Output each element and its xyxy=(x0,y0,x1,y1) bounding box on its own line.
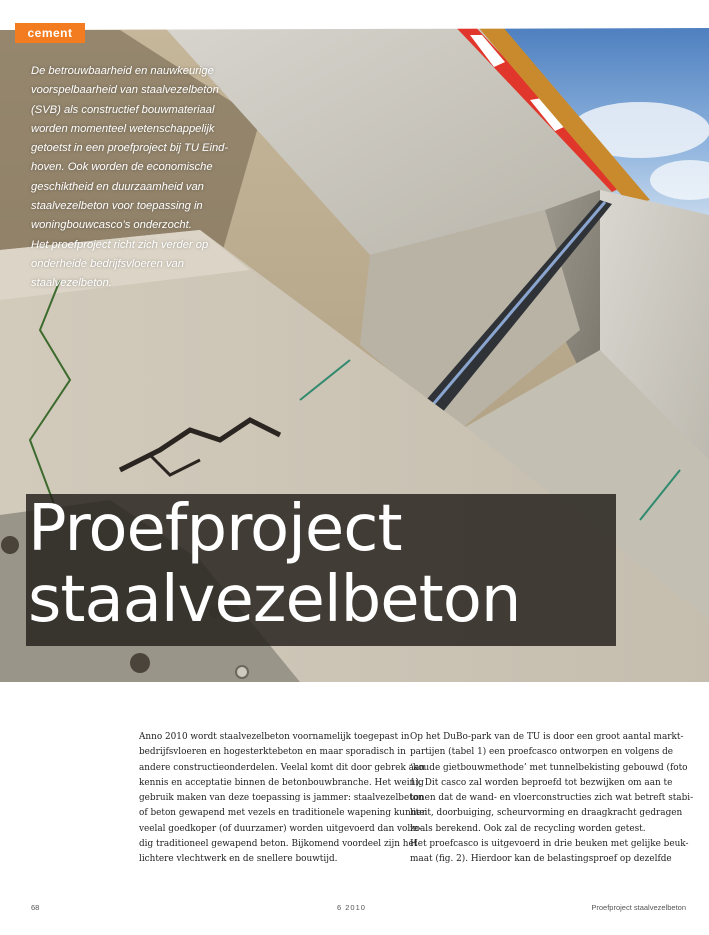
intro-line: De betrouwbaarheid en nauwkeurige xyxy=(31,65,214,77)
body-column-right xyxy=(410,730,694,867)
issue-label: 6 2010 xyxy=(337,903,366,912)
title-line-1: Proefproject xyxy=(28,492,402,566)
text-line: Het proefcasco is uitgevoerd in drie beuken met gelijke beuk- xyxy=(410,838,689,849)
running-title: Proefproject staalvezelbeton xyxy=(591,903,686,912)
text-line: zoals berekend. Ook zal de recycling worden getest. xyxy=(410,823,646,834)
brand-logo: cement xyxy=(15,23,85,43)
text-line: liteit, doorbuiging, scheurvorming en draagkracht gedragen xyxy=(410,808,683,819)
plate-hole xyxy=(130,653,150,673)
intro-line: voorspelbaarheid van staalvezelbeton xyxy=(31,84,219,97)
text-line: maat (fig. 2). Hierdoor kan de belastingsproef op dezelfde xyxy=(410,854,672,864)
intro-line: Het proefproject richt zich verder op xyxy=(31,238,209,251)
text-line: bedrijfsvloeren en hogesterktebeton en maar sporadisch in xyxy=(139,747,406,758)
text-line: kennis en acceptatie binnen de betonbouwbranche. Het weinig xyxy=(139,777,424,788)
white-corner xyxy=(0,0,709,30)
text-line: partijen (tabel 1) een proefcasco ontworpen en volgens de xyxy=(410,747,674,758)
intro-paragraph xyxy=(31,62,236,294)
text-line: of beton gewapend met vezels en traditionele wapening kunnen xyxy=(139,808,428,819)
text-line: tonen dat de wand- en vloerconstructies zich wat betreft stabi- xyxy=(410,793,694,803)
page-title xyxy=(28,494,520,636)
text-line: veelal goedkoper (of duurzamer) worden uitgevoerd dan volle- xyxy=(139,823,422,834)
text-line: lichtere vlechtwerk en de snellere bouwtijd. xyxy=(139,854,338,864)
intro-line: woningbouwcasco’s onderzocht. xyxy=(31,219,192,232)
intro-line: getoetst in een proefproject bij TU Eind- xyxy=(31,142,229,155)
plate-hole xyxy=(1,536,19,554)
body-column-left xyxy=(139,730,428,867)
text-line: andere constructieonderdelen. Veelal komt dit door gebrek aan xyxy=(139,762,425,773)
body-paragraph xyxy=(410,730,694,867)
text-line: Anno 2010 wordt staalvezelbeton voornamelijk toegepast in xyxy=(139,732,410,742)
intro-line: geschiktheid en duurzaamheid van xyxy=(31,180,204,193)
plate-bolt xyxy=(236,666,248,678)
page-number: 68 xyxy=(31,903,40,912)
text-line: 1). Dit casco zal worden beproefd tot bezwijken om aan te xyxy=(410,777,673,788)
text-line: Op het DuBo-park van de TU is door een groot aantal markt- xyxy=(410,732,684,742)
intro-line: staalvezelbeton voor toepassing in xyxy=(31,200,203,213)
text-line: gebruik maken van deze toepassing is jammer: staalvezelbeton xyxy=(139,793,424,803)
text-line: dig traditioneel gewapend beton. Bijkomend voordeel zijn het xyxy=(139,838,418,849)
intro-line: worden momenteel wetenschappelijk xyxy=(31,122,215,135)
intro-line: (SVB) als constructief bouwmateriaal xyxy=(31,103,215,116)
body-paragraph xyxy=(139,730,428,867)
intro-line: onderheide bedrijfsvloeren van xyxy=(31,257,184,270)
intro-line: hoven. Ook worden de economische xyxy=(31,161,213,174)
title-line-2: staalvezelbeton xyxy=(28,563,521,637)
text-line: ‘koude gietbouwmethode’ met tunnelbekisting gebouwd (foto xyxy=(410,762,688,773)
intro-line: staalvezelbeton. xyxy=(31,277,112,290)
